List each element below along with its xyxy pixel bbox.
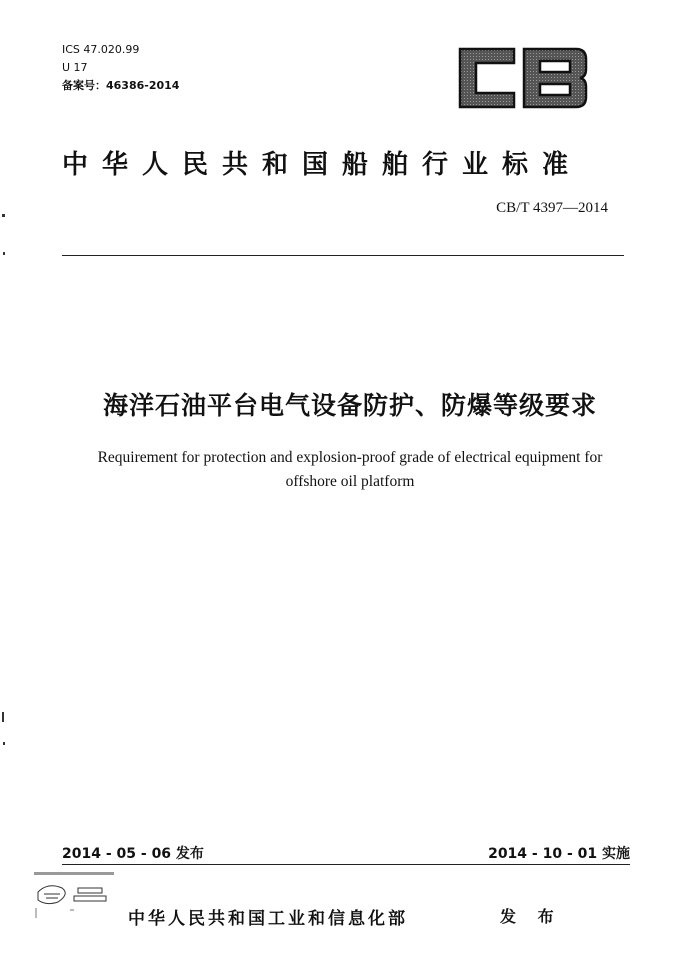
footer-divider	[62, 864, 630, 865]
cb-logo	[452, 41, 592, 115]
title-chinese: 海洋石油平台电气设备防护、防爆等级要求	[102, 391, 597, 420]
implementation-date: 2014 - 10 - 01 实施	[488, 846, 630, 862]
ics-code: ICS 47.020.99	[62, 43, 140, 56]
publish-label: 发 布	[500, 907, 562, 926]
industry-standard-heading: 中华人民共和国船舶行业标准	[62, 150, 583, 180]
standard-code: CB/T 4397—2014	[496, 200, 608, 216]
title-english-line-2: offshore oil platform	[285, 473, 415, 490]
header-divider	[62, 255, 624, 256]
scan-speck	[2, 214, 5, 217]
issuing-authority: 中华人民共和国工业和信息化部	[128, 909, 408, 929]
scan-speck	[2, 712, 4, 722]
title-english-line-1: Requirement for protection and explosion-proof grade of electrical equipment for	[97, 449, 603, 466]
logo-letter-b	[524, 49, 586, 107]
scan-speck	[3, 742, 5, 745]
scan-speck	[3, 252, 5, 255]
ccs-code: U 17	[62, 61, 88, 74]
printer-stamp-image	[34, 872, 120, 934]
issue-date: 2014 - 05 - 06 发布	[62, 846, 204, 862]
logo-letter-c	[460, 49, 514, 107]
record-number: 备案号：46386-2014	[62, 79, 180, 92]
title-english	[40, 446, 660, 494]
